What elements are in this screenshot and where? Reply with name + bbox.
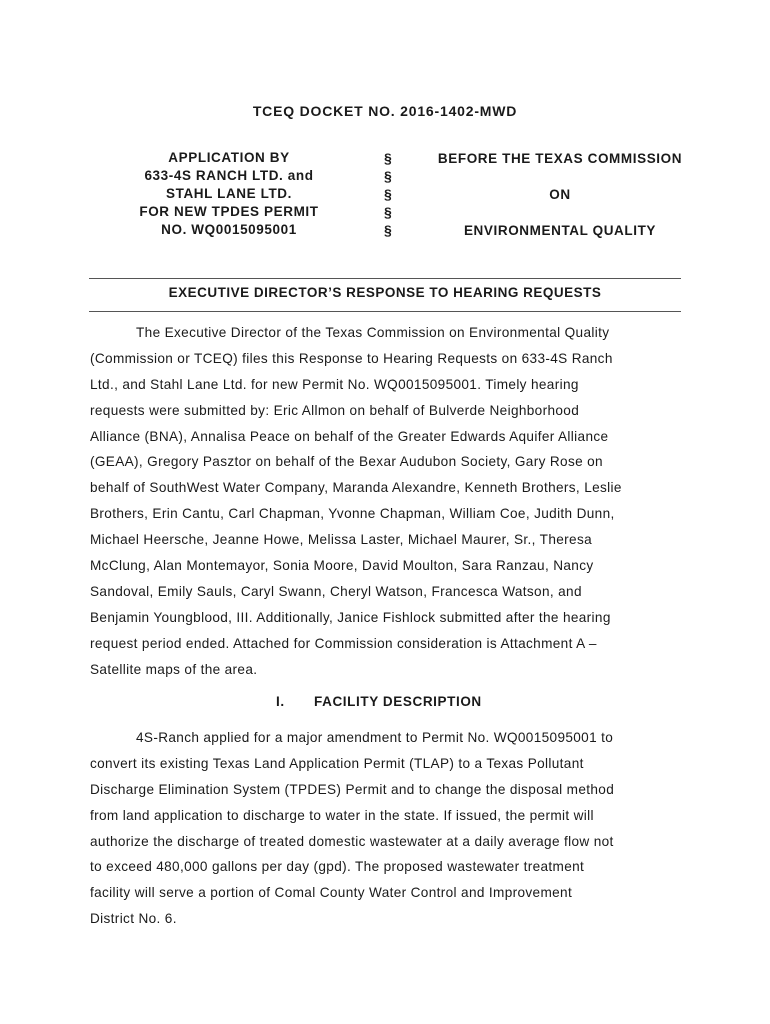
response-title: EXECUTIVE DIRECTOR’S RESPONSE TO HEARING REQUESTS bbox=[168, 285, 602, 300]
paragraph-line: District No. 6. bbox=[90, 911, 177, 927]
section-number: I. bbox=[276, 694, 285, 709]
intro-paragraph bbox=[90, 320, 690, 682]
paragraph-line: Benjamin Youngblood, III. Additionally, Janice Fishlock submitted after the hearing bbox=[90, 609, 611, 625]
caption-applicant-line: APPLICATION BY bbox=[168, 150, 290, 165]
paragraph-line: Sandoval, Emily Sauls, Caryl Swann, Cheryl Watson, Francesca Watson, and bbox=[90, 583, 582, 599]
paragraph-line: to exceed 480,000 gallons per day (gpd). The proposed wastewater treatment bbox=[90, 859, 585, 875]
caption-section-symbols bbox=[384, 149, 404, 239]
section-symbol: § bbox=[384, 186, 392, 202]
paragraph-line: Michael Heersche, Jeanne Howe, Melissa Laster, Michael Maurer, Sr., Theresa bbox=[90, 532, 592, 548]
paragraph-line: 4S-Ranch applied for a major amendment to Permit No. WQ0015095001 to bbox=[136, 730, 614, 745]
section-symbol: § bbox=[384, 222, 392, 238]
caption-applicant-line: FOR NEW TPDES PERMIT bbox=[139, 204, 319, 219]
paragraph-line: (GEAA), Gregory Pasztor on behalf of the Bexar Audubon Society, Gary Rose on bbox=[90, 454, 603, 470]
paragraph-line: Satellite maps of the area. bbox=[90, 661, 258, 677]
paragraph-line: behalf of SouthWest Water Company, Maranda Alexandre, Kenneth Brothers, Leslie bbox=[90, 480, 622, 496]
section-symbol: § bbox=[384, 204, 392, 220]
section-symbol: § bbox=[384, 168, 392, 184]
caption-applicant-block bbox=[116, 149, 342, 239]
paragraph-line: The Executive Director of the Texas Commission on Environmental Quality bbox=[136, 325, 610, 340]
section-symbol: § bbox=[384, 150, 392, 166]
paragraph-line: authorize the discharge of treated domestic wastewater at a daily average flow not bbox=[90, 833, 614, 849]
paragraph-line: Discharge Elimination System (TPDES) Permit and to change the disposal method bbox=[90, 781, 615, 797]
bottom-divider bbox=[89, 311, 681, 312]
paragraph-line: Alliance (BNA), Annalisa Peace on behalf of the Greater Edwards Aquifer Alliance bbox=[90, 428, 609, 444]
paragraph-line: convert its existing Texas Land Application Permit (TLAP) to a Texas Pollutant bbox=[90, 755, 584, 771]
caption-applicant-line: 633-4S RANCH LTD. and bbox=[144, 168, 314, 183]
paragraph-line: (Commission or TCEQ) files this Response to Hearing Requests on 633-4S Ranch bbox=[90, 350, 613, 366]
facility-paragraph bbox=[90, 725, 690, 932]
paragraph-line: Ltd., and Stahl Lane Ltd. for new Permit No. WQ0015095001. Timely hearing bbox=[90, 376, 579, 392]
caption-tribunal-line3: ENVIRONMENTAL QUALITY bbox=[463, 223, 657, 238]
paragraph-line: Brothers, Erin Cantu, Carl Chapman, Yvonne Chapman, William Coe, Judith Dunn, bbox=[90, 506, 615, 522]
paragraph-line: McClung, Alan Montemayor, Sonia Moore, David Moulton, Sara Ranzau, Nancy bbox=[90, 558, 594, 574]
caption-tribunal-line1: BEFORE THE TEXAS COMMISSION bbox=[437, 151, 683, 166]
caption-applicant-line: STAHL LANE LTD. bbox=[166, 186, 292, 201]
paragraph-line: request period ended. Attached for Commission consideration is Attachment A – bbox=[90, 635, 597, 651]
caption-applicant-line: NO. WQ0015095001 bbox=[161, 222, 297, 237]
paragraph-line: from land application to discharge to water in the state. If issued, the permit will bbox=[90, 807, 594, 823]
paragraph-line: requests were submitted by: Eric Allmon on behalf of Bulverde Neighborhood bbox=[90, 402, 580, 418]
paragraph-line: facility will serve a portion of Comal County Water Control and Improvement bbox=[90, 885, 573, 901]
section-title: FACILITY DESCRIPTION bbox=[314, 694, 482, 709]
caption-tribunal-line2: ON bbox=[549, 187, 571, 202]
docket-number: TCEQ DOCKET NO. 2016-1402-MWD bbox=[252, 103, 518, 119]
top-divider bbox=[89, 278, 681, 279]
